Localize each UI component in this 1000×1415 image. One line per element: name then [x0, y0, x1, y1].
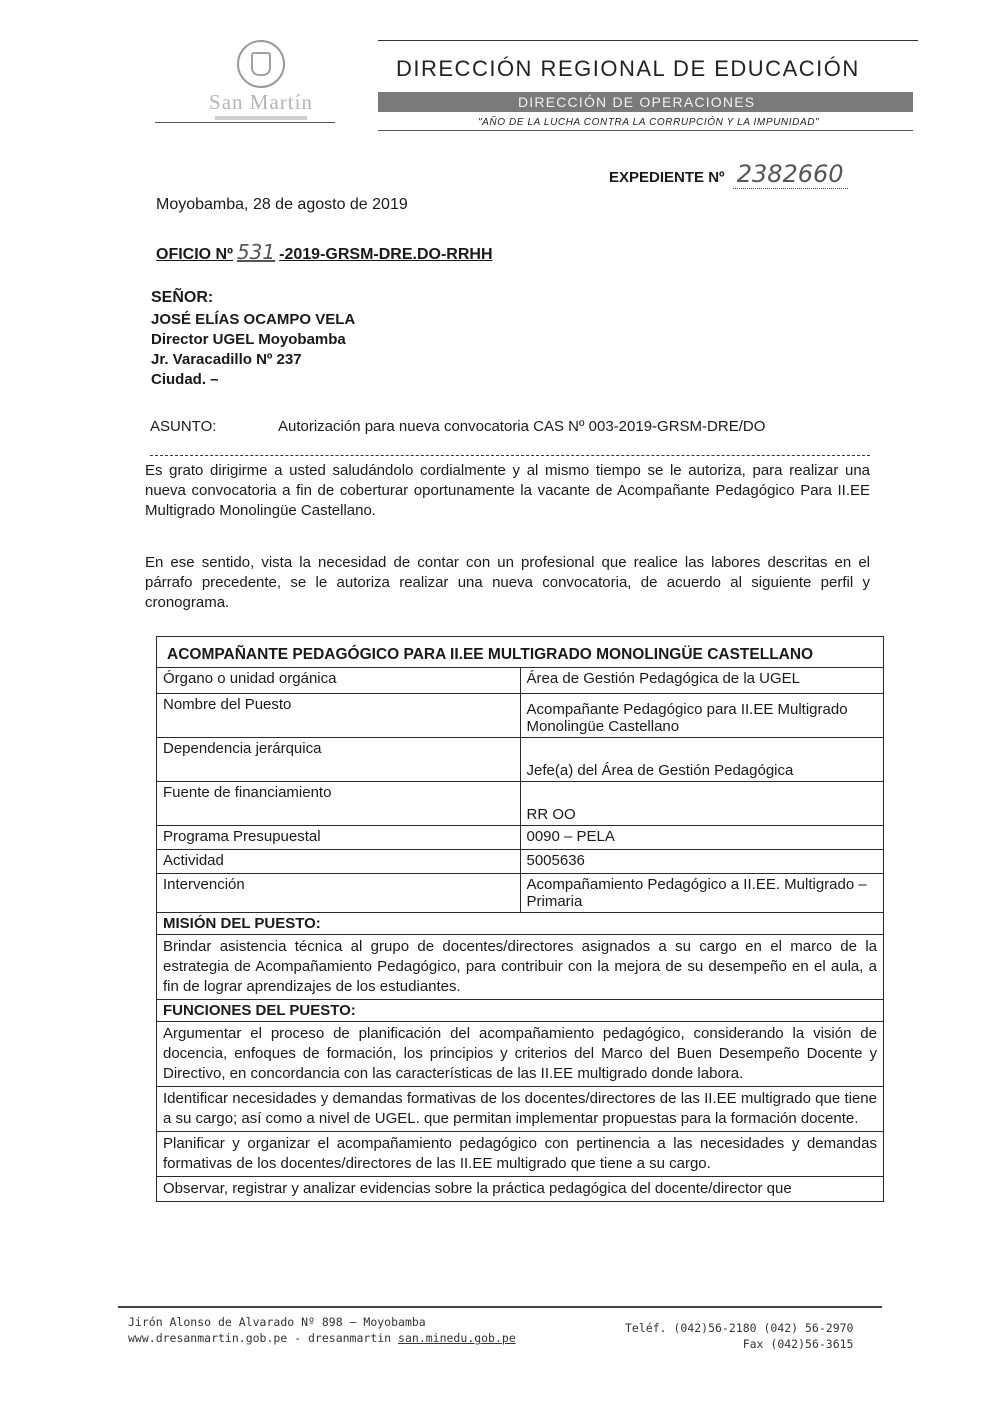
table-title: ACOMPAÑANTE PEDAGÓGICO PARA II.EE MULTIGRADO MONOLINGÜE CASTELLANO: [157, 637, 884, 668]
row-value: RR OO: [520, 782, 884, 826]
row-value: 0090 – PELA: [520, 826, 884, 850]
row-value: Acompañamiento Pedagógico a II.EE. Multigrado – Primaria: [520, 874, 884, 913]
oficio-number: 531: [236, 240, 276, 264]
function-text: Argumentar el proceso de planificación del acompañamiento pedagógico, considerando la visión de docencia, enfoques de formación, los principios y criterios del Marco del Buen Desempeño Docente y Directivo, en concordancia con las características de las II.EE multigrado donde labora.: [157, 1022, 884, 1087]
table-header-row: [157, 637, 884, 668]
place-date: Moyobamba, 28 de agosto de 2019: [156, 196, 408, 213]
subject-label: ASUNTO:: [150, 418, 217, 435]
oficio-label: OFICIO Nº: [156, 246, 233, 263]
mision-text: Brindar asistencia técnica al grupo de docentes/directores asignados a su cargo en el marco de la estrategia de Acompañamiento Pedagógico, para contribuir con la mejora de su desempeño en el aula, a fin de lograr aprendizajes de los estudiantes.: [157, 935, 884, 1000]
mision-row: [157, 935, 884, 1000]
row-label: Dependencia jerárquica: [157, 738, 521, 782]
footer-website: www.dresanmartin.gob.pe - dresanmartin: [128, 1331, 392, 1345]
recipient-block: [151, 286, 355, 390]
expediente: [609, 160, 848, 188]
footer-contact: [128, 1314, 516, 1346]
section-row-funciones: [157, 1000, 884, 1022]
expediente-label: EXPEDIENTE Nº: [609, 169, 725, 186]
function-text: Planificar y organizar el acompañamiento pedagógico con pertinencia a las necesidades y demandas formativas de los docentes/directores de las II.EE multigrado que tiene a su cargo.: [157, 1132, 884, 1177]
header-bottom-line: [378, 130, 913, 131]
recipient-position: Director UGEL Moyobamba: [151, 331, 346, 348]
footer-phone: Teléf. (042)56-2180 (042) 56-2970: [625, 1321, 854, 1335]
body-paragraph-1: Es grato dirigirme a usted saludándolo cordialmente y al mismo tiempo se le autoriza, para realizar una nueva convocatoria a fin de coberturar oportunamente la vacante de Acompañante Pedagógico Para II.EE Multigrado Monolingüe Castellano.: [145, 462, 870, 519]
function-row: [157, 1132, 884, 1177]
function-text: Identificar necesidades y demandas formativas de los docentes/directores de las II.EE multigrado que tiene a su cargo; así como a nivel de UGEL. que permitan implementar propuestas para la formación docente.: [157, 1087, 884, 1132]
expediente-number: 2382660: [733, 160, 848, 189]
header-slogan: "AÑO DE LA LUCHA CONTRA LA CORRUPCIÓN Y LA IMPUNIDAD": [478, 117, 820, 128]
profile-table: [156, 636, 884, 1202]
table-row: [157, 850, 884, 874]
header-subtitle: DIRECCIÓN DE OPERACIONES: [518, 94, 756, 110]
mision-label: MISIÓN DEL PUESTO:: [157, 913, 884, 935]
row-value: 5005636: [520, 850, 884, 874]
header-top-line: [378, 40, 918, 41]
recipient-address: Jr. Varacadillo Nº 237: [151, 351, 302, 368]
subject-line: [150, 418, 765, 435]
function-row: [157, 1022, 884, 1087]
recipient-city: Ciudad. –: [151, 371, 219, 388]
footer-address: Jirón Alonso de Alvarado Nº 898 — Moyobamba: [128, 1315, 426, 1329]
logo: [196, 40, 326, 126]
footer-web-line: [128, 1330, 516, 1346]
subject-divider: [150, 455, 870, 456]
table-row: [157, 826, 884, 850]
table-row: [157, 782, 884, 826]
row-label: Actividad: [157, 850, 521, 874]
row-label: Nombre del Puesto: [157, 694, 521, 738]
coat-of-arms-icon: [237, 40, 285, 88]
row-label: Intervención: [157, 874, 521, 913]
subject-text: Autorización para nueva convocatoria CAS Nº 003-2019-GRSM-DRE/DO: [278, 418, 766, 435]
oficio-reference: [156, 240, 493, 264]
row-value: Jefe(a) del Área de Gestión Pedagógica: [520, 738, 884, 782]
oficio-code: -2019-GRSM-DRE.DO-RRHH: [279, 246, 493, 263]
function-text: Observar, registrar y analizar evidencias sobre la práctica pedagógica del docente/director que: [157, 1177, 884, 1202]
body-paragraph-2: En ese sentido, vista la necesidad de contar con un profesional que realice las labores descritas en el párrafo precedente, se le autoriza realizar una nueva convocatoria, de acuerdo al siguiente perfil y cronograma.: [145, 554, 870, 611]
header-title: DIRECCIÓN REGIONAL DE EDUCACIÓN: [396, 56, 860, 81]
funciones-label: FUNCIONES DEL PUESTO:: [157, 1000, 884, 1022]
footer-phones: [625, 1320, 853, 1352]
function-row: [157, 1087, 884, 1132]
row-label: Programa Presupuestal: [157, 826, 521, 850]
table-row: [157, 738, 884, 782]
logo-divider: [155, 122, 335, 123]
function-row: [157, 1177, 884, 1202]
row-label: Fuente de financiamiento: [157, 782, 521, 826]
footer-email-domain: san.minedu.gob.pe: [398, 1331, 516, 1345]
table-row: [157, 874, 884, 913]
row-value: Acompañante Pedagógico para II.EE Multigrado Monolingüe Castellano: [520, 694, 884, 738]
row-label: Órgano o unidad orgánica: [157, 668, 521, 694]
row-value: Área de Gestión Pedagógica de la UGEL: [520, 668, 884, 694]
header-band: [378, 92, 913, 112]
recipient-salutation: SEÑOR:: [151, 289, 214, 306]
table-row: [157, 668, 884, 694]
table-row: [157, 694, 884, 738]
logo-text: San Martín: [209, 90, 313, 114]
section-row-mision: [157, 913, 884, 935]
logo-subline: [215, 116, 307, 120]
footer-fax: Fax (042)56-3615: [742, 1337, 854, 1351]
footer-divider: [118, 1306, 882, 1308]
recipient-name: JOSÉ ELÍAS OCAMPO VELA: [151, 311, 356, 328]
